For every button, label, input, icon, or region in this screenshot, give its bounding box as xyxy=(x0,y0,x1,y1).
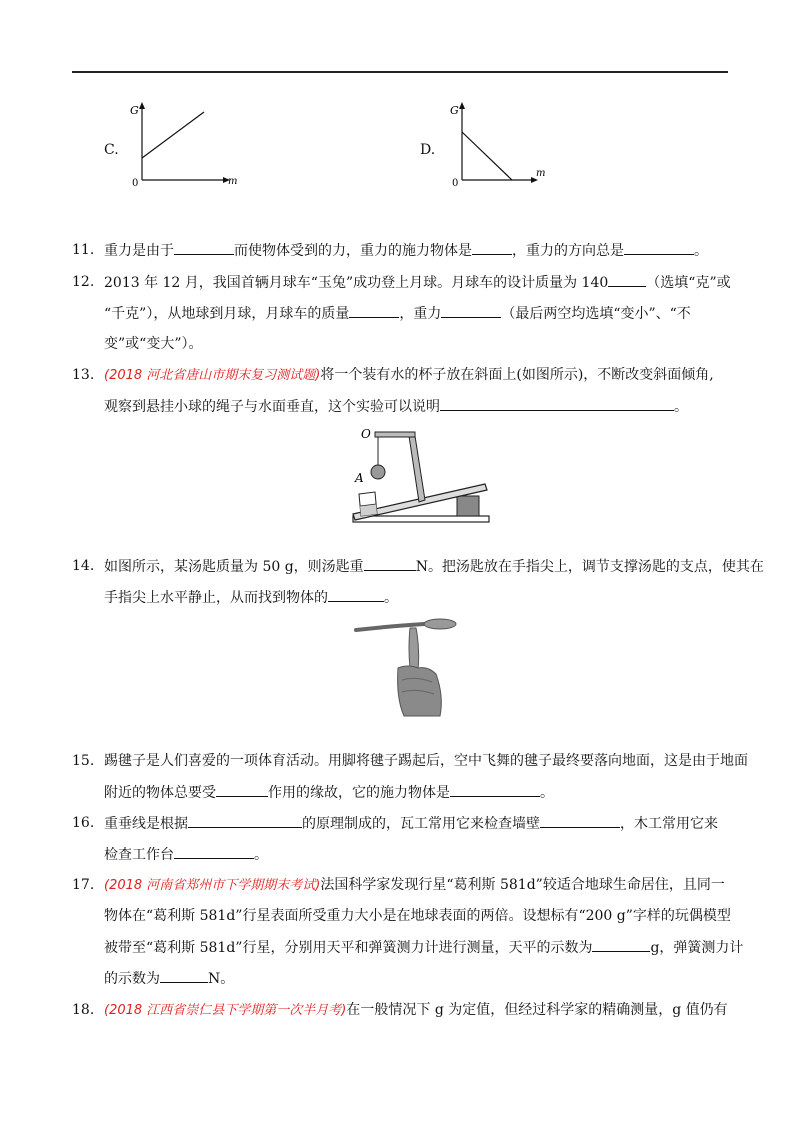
option-d-label: D. xyxy=(420,142,436,158)
option-c-label: C. xyxy=(104,142,119,158)
question-17-line-4 xyxy=(104,968,234,989)
question-text: N。把汤匙放在手指尖上，调节支撑汤匙的支点，使其在 xyxy=(415,559,764,575)
question-text: 重力是由于 xyxy=(104,243,174,259)
question-text: 。 xyxy=(540,785,554,801)
axis-label-g: G xyxy=(130,104,139,117)
question-text: 。 xyxy=(384,590,398,606)
answer-blank[interactable] xyxy=(608,272,646,287)
answer-blank[interactable] xyxy=(328,587,384,602)
question-text: 观察到悬挂小球的绳子与水面垂直，这个实验可以说明 xyxy=(104,399,440,415)
question-number: 17. xyxy=(72,877,95,893)
question-text: 变”或“变大”）。 xyxy=(104,336,203,352)
question-text: 检查工作台 xyxy=(104,847,174,863)
question-text: 的示数为 xyxy=(104,971,160,987)
source-tag: (2018 河南省郑州市下学期期末考试) xyxy=(104,878,321,893)
answer-blank[interactable] xyxy=(472,240,512,255)
question-text: N。 xyxy=(208,971,235,987)
question-number: 12. xyxy=(72,274,95,290)
question-text: 的原理制成的，瓦工常用它来检查墙壁 xyxy=(302,816,540,832)
question-15-line-1 xyxy=(72,751,748,771)
question-number: 14. xyxy=(72,558,95,574)
question-text: 踢毽子是人们喜爱的一项体育活动。用脚将毽子踢起后，空中飞舞的毽子最终要落向地面，这是由于地面 xyxy=(104,753,748,769)
question-17-line-1 xyxy=(72,875,725,896)
question-text: ，重力 xyxy=(399,306,442,322)
question-11 xyxy=(72,240,708,261)
answer-blank[interactable] xyxy=(160,968,208,983)
question-18-line-1 xyxy=(72,1000,728,1021)
question-16-line-1 xyxy=(72,813,718,834)
question-12-line-3 xyxy=(104,334,202,354)
question-text: 2013 年 12 月，我国首辆月球车“玉兔”成功登上月球。月球车的设计质量为 140 xyxy=(104,275,609,291)
answer-blank[interactable] xyxy=(364,556,416,571)
point-o-label: O xyxy=(361,427,371,441)
answer-blank[interactable] xyxy=(592,937,650,952)
question-text: 。 xyxy=(254,847,268,863)
question-number: 13. xyxy=(72,367,95,383)
question-text: 法国科学家发现行星“葛利斯 581d”较适合地球生命居住，且同一 xyxy=(320,877,725,893)
question-14-line-1 xyxy=(72,556,764,577)
answer-blank[interactable] xyxy=(440,396,674,411)
spoon-on-finger-figure xyxy=(352,618,464,718)
question-16-line-2 xyxy=(104,844,268,865)
question-text: 如图所示，某汤匙质量为 50 g，则汤匙重 xyxy=(104,559,364,575)
answer-blank[interactable] xyxy=(441,303,501,318)
incline-cup-figure xyxy=(345,422,495,527)
ball-a-label: A xyxy=(355,471,364,485)
question-text: 物体在“葛利斯 581d”行星表面所受重力大小是在地球表面的两倍。设想标有“200 g”字样的玩偶模型 xyxy=(104,908,731,924)
source-tag: (2018 江西省崇仁县下学期第一次半月考) xyxy=(104,1003,347,1018)
question-17-line-2 xyxy=(104,906,731,926)
axis-label-m: m xyxy=(228,176,238,187)
question-text: 。 xyxy=(674,399,688,415)
question-text: 附近的物体总要受 xyxy=(104,785,216,801)
question-text: ，木工常用它来 xyxy=(620,816,718,832)
question-text: 手指尖上水平静止，从而找到物体的 xyxy=(104,590,328,606)
question-text: 将一个装有水的杯子放在斜面上(如图所示)，不断改变斜面倾角, xyxy=(320,367,714,383)
origin-label: 0 xyxy=(452,178,459,188)
question-13-line-2 xyxy=(104,396,688,417)
question-13-line-1 xyxy=(72,365,714,386)
answer-blank[interactable] xyxy=(174,240,234,255)
question-14-line-2 xyxy=(104,587,398,608)
question-text: “千克”），从地球到月球，月球车的质量 xyxy=(104,306,350,322)
question-text: 。 xyxy=(694,243,708,259)
question-12-line-1 xyxy=(72,272,731,293)
answer-blank[interactable] xyxy=(216,782,268,797)
answer-blank[interactable] xyxy=(349,303,399,318)
question-text: 而使物体受到的力，重力的施力物体是 xyxy=(234,243,472,259)
question-number: 18. xyxy=(72,1002,95,1018)
option-c-graph xyxy=(128,98,238,188)
question-text: （选填“克”或 xyxy=(646,275,731,291)
header-rule xyxy=(72,71,728,73)
question-text: 在一般情况下 g 为定值，但经过科学家的精确测量，g 值仍有 xyxy=(346,1002,728,1018)
answer-blank[interactable] xyxy=(188,813,302,828)
question-number: 16. xyxy=(72,815,95,831)
question-text: 被带至“葛利斯 581d”行星，分别用天平和弹簧测力计进行测量，天平的示数为 xyxy=(104,940,593,956)
question-number: 11. xyxy=(72,242,95,258)
question-text: 作用的缘故，它的施力物体是 xyxy=(268,785,450,801)
source-tag: (2018 河北省唐山市期末复习测试题) xyxy=(104,368,321,383)
question-17-line-3 xyxy=(104,937,743,958)
answer-blank[interactable] xyxy=(174,844,254,859)
question-text: （最后两空均选填“变小”、“不 xyxy=(501,306,691,322)
answer-blank[interactable] xyxy=(624,240,694,255)
question-15-line-2 xyxy=(104,782,554,803)
axis-label-m: m xyxy=(536,168,546,179)
question-text: g，弹簧测力计 xyxy=(650,940,744,956)
origin-label: 0 xyxy=(132,178,139,188)
answer-blank[interactable] xyxy=(540,813,620,828)
option-d-graph xyxy=(448,98,558,188)
question-text: 重垂线是根据 xyxy=(104,816,188,832)
question-text: ，重力的方向总是 xyxy=(512,243,624,259)
answer-blank[interactable] xyxy=(450,782,540,797)
question-number: 15. xyxy=(72,753,95,769)
question-12-line-2 xyxy=(104,303,691,324)
axis-label-g: G xyxy=(450,104,459,117)
